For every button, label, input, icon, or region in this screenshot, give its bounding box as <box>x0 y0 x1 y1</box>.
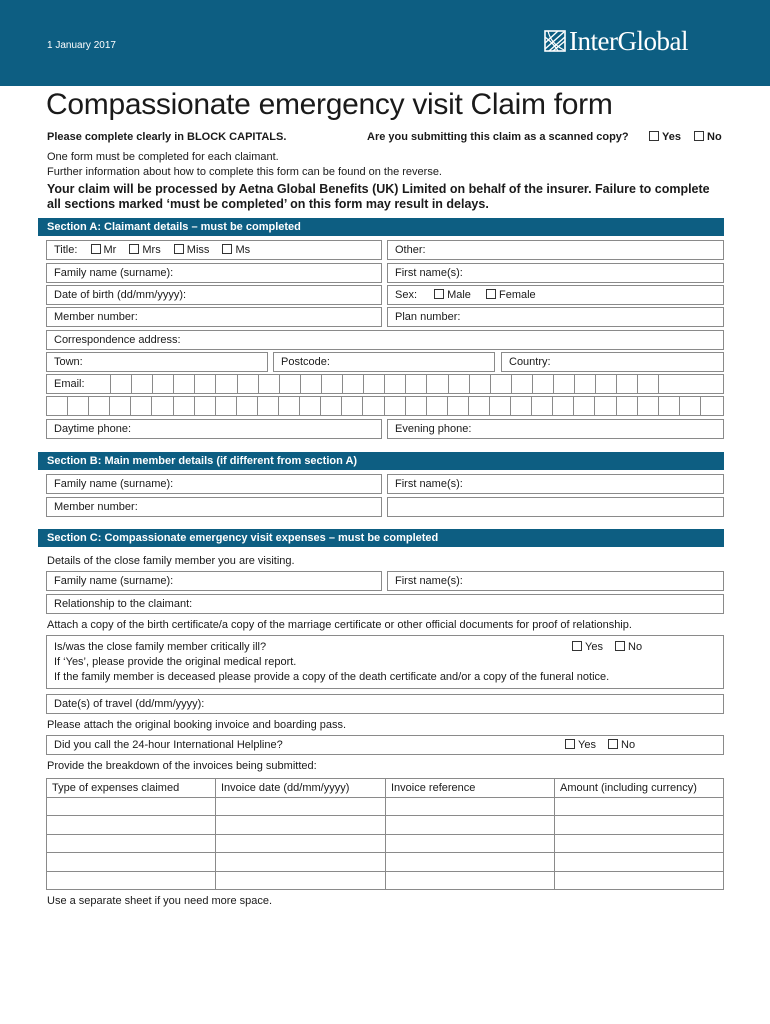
processing-warning-line2: all sections marked ‘must be completed’ on this form may result in delays. <box>47 197 489 211</box>
mrs-label: Mrs <box>142 244 161 256</box>
helpline-no-label: No <box>621 739 636 751</box>
sex-field[interactable] <box>387 285 724 305</box>
helpline-question: Did you call the 24-hour International Helpline? <box>54 739 283 751</box>
helpline-question-field <box>46 735 724 755</box>
title-ms-option[interactable] <box>222 244 250 256</box>
main-member-blank-field[interactable] <box>387 497 724 517</box>
processing-warning-line1: Your claim will be processed by Aetna Global Benefits (UK) Limited on behalf of the insurer. Failure to complete <box>47 182 710 196</box>
section-b-heading: Section B: Main member details (if different from section A) <box>38 452 724 470</box>
one-form-note: One form must be completed for each claimant. <box>47 151 279 163</box>
table-row[interactable] <box>47 834 724 853</box>
other-title-field[interactable]: Other: <box>387 240 724 260</box>
miss-label: Miss <box>186 244 210 256</box>
ms-label: Ms <box>235 244 251 256</box>
death-certificate-note: If the family member is deceased please provide a copy of the death certificate and/or a copy of the funeral notice. <box>54 671 610 683</box>
email-label: Email: <box>47 375 111 393</box>
travel-dates-field[interactable]: Date(s) of travel (dd/mm/yyyy): <box>46 694 724 714</box>
mr-label: Mr <box>103 244 117 256</box>
invoice-reference-cell[interactable] <box>386 834 555 853</box>
main-member-number-field[interactable]: Member number: <box>46 497 382 517</box>
scanned-yes-option[interactable] <box>649 131 681 143</box>
female-checkbox[interactable] <box>486 289 496 299</box>
header-banner <box>0 0 770 86</box>
sex-label: Sex: <box>395 289 418 301</box>
expense-type-cell[interactable] <box>47 871 216 890</box>
helpline-yes-checkbox[interactable] <box>565 739 575 749</box>
helpline-yes-option[interactable] <box>565 736 596 754</box>
first-names-field[interactable]: First name(s): <box>387 263 724 283</box>
critically-ill-yes-label: Yes <box>585 641 603 653</box>
expense-type-cell[interactable] <box>47 797 216 816</box>
expense-type-cell[interactable] <box>47 853 216 872</box>
sex-female-option[interactable] <box>486 289 536 301</box>
expense-type-cell[interactable] <box>47 816 216 835</box>
scanned-yes-checkbox[interactable] <box>649 131 659 141</box>
medical-report-note: If ‘Yes’, please provide the original medical report. <box>54 656 297 668</box>
scanned-no-checkbox[interactable] <box>694 131 704 141</box>
daytime-phone-field[interactable]: Daytime phone: <box>46 419 382 439</box>
amount-cell[interactable] <box>555 853 724 872</box>
table-row[interactable] <box>47 797 724 816</box>
expense-type-cell[interactable] <box>47 834 216 853</box>
separate-sheet-note: Use a separate sheet if you need more space. <box>47 895 273 907</box>
table-row[interactable] <box>47 853 724 872</box>
column-invoice-date: Invoice date (dd/mm/yyyy) <box>216 779 386 798</box>
title-mrs-option[interactable] <box>129 244 160 256</box>
amount-cell[interactable] <box>555 816 724 835</box>
page-title: Compassionate emergency visit Claim form <box>46 88 613 121</box>
form-date: 1 January 2017 <box>47 40 116 51</box>
critically-ill-row <box>54 640 723 655</box>
ms-checkbox[interactable] <box>222 244 232 254</box>
table-row[interactable] <box>47 871 724 890</box>
brand-logo <box>544 26 688 56</box>
column-amount: Amount (including currency) <box>555 779 724 798</box>
helpline-no-option[interactable] <box>608 736 635 754</box>
amount-cell[interactable] <box>555 871 724 890</box>
relative-first-names-field[interactable]: First name(s): <box>387 571 724 591</box>
block-capitals-note: Please complete clearly in BLOCK CAPITALS. <box>47 131 287 143</box>
critically-ill-question: Is/was the close family member critically ill? <box>54 641 267 653</box>
miss-checkbox[interactable] <box>174 244 184 254</box>
attach-invoice-note: Please attach the original booking invoice and boarding pass. <box>47 719 347 731</box>
postcode-field[interactable]: Postcode: <box>273 352 495 372</box>
invoice-date-cell[interactable] <box>216 816 386 835</box>
title-miss-option[interactable] <box>174 244 210 256</box>
column-invoice-reference: Invoice reference <box>386 779 555 798</box>
invoice-reference-cell[interactable] <box>386 853 555 872</box>
breakdown-note: Provide the breakdown of the invoices being submitted: <box>47 760 317 772</box>
invoice-reference-cell[interactable] <box>386 816 555 835</box>
family-name-field[interactable]: Family name (surname): <box>46 263 382 283</box>
critical-illness-box <box>46 635 724 689</box>
relative-family-name-field[interactable]: Family name (surname): <box>46 571 382 591</box>
invoice-date-cell[interactable] <box>216 871 386 890</box>
scanned-yes-label: Yes <box>662 131 681 143</box>
scanned-no-label: No <box>707 131 722 143</box>
helpline-no-checkbox[interactable] <box>608 739 618 749</box>
scanned-no-option[interactable] <box>694 131 722 143</box>
male-label: Male <box>447 289 471 301</box>
critically-ill-yes-checkbox[interactable] <box>572 641 582 651</box>
correspondence-address-field[interactable]: Correspondence address: <box>46 330 724 350</box>
email-grid-row-1[interactable] <box>46 374 724 394</box>
evening-phone-field[interactable]: Evening phone: <box>387 419 724 439</box>
invoice-table <box>46 778 724 890</box>
further-info-note: Further information about how to complete this form can be found on the reverse. <box>47 166 442 178</box>
column-expense-type: Type of expenses claimed <box>47 779 216 798</box>
country-field[interactable]: Country: <box>501 352 724 372</box>
relationship-field[interactable]: Relationship to the claimant: <box>46 594 724 614</box>
female-label: Female <box>498 289 536 301</box>
family-member-details-note: Details of the close family member you are visiting. <box>47 555 295 567</box>
critically-ill-yes-option[interactable] <box>572 640 603 655</box>
table-row[interactable] <box>47 816 724 835</box>
critically-ill-no-option[interactable] <box>615 640 642 655</box>
invoice-date-cell[interactable] <box>216 797 386 816</box>
title-mr-option[interactable] <box>91 244 117 256</box>
invoice-date-cell[interactable] <box>216 834 386 853</box>
critically-ill-no-checkbox[interactable] <box>615 641 625 651</box>
dob-field[interactable]: Date of birth (dd/mm/yyyy): <box>46 285 382 305</box>
amount-cell[interactable] <box>555 834 724 853</box>
email-grid-row-2[interactable] <box>46 396 724 416</box>
invoice-reference-cell[interactable] <box>386 871 555 890</box>
main-member-first-names-field[interactable]: First name(s): <box>387 474 724 494</box>
main-member-family-name-field[interactable]: Family name (surname): <box>46 474 382 494</box>
section-a-heading: Section A: Claimant details – must be completed <box>38 218 724 236</box>
title-field[interactable] <box>46 240 382 260</box>
helpline-yes-label: Yes <box>578 739 596 751</box>
attach-certificate-note: Attach a copy of the birth certificate/a copy of the marriage certificate or other official documents for proof of relationship. <box>47 619 632 631</box>
invoice-reference-cell[interactable] <box>386 797 555 816</box>
sex-male-option[interactable] <box>434 289 471 301</box>
title-label: Title: <box>54 244 78 256</box>
section-c-heading: Section C: Compassionate emergency visit expenses – must be completed <box>38 529 724 547</box>
critically-ill-no-label: No <box>628 641 643 653</box>
invoice-table-header <box>47 779 724 798</box>
mrs-checkbox[interactable] <box>129 244 139 254</box>
male-checkbox[interactable] <box>434 289 444 299</box>
amount-cell[interactable] <box>555 797 724 816</box>
invoice-date-cell[interactable] <box>216 853 386 872</box>
plan-number-field[interactable]: Plan number: <box>387 307 724 327</box>
brand-name: InterGlobal <box>569 26 688 56</box>
town-field[interactable]: Town: <box>46 352 268 372</box>
globe-logo-icon <box>544 29 566 53</box>
mr-checkbox[interactable] <box>91 244 101 254</box>
scanned-copy-question: Are you submitting this claim as a scanned copy? <box>367 131 629 143</box>
member-number-field[interactable]: Member number: <box>46 307 382 327</box>
